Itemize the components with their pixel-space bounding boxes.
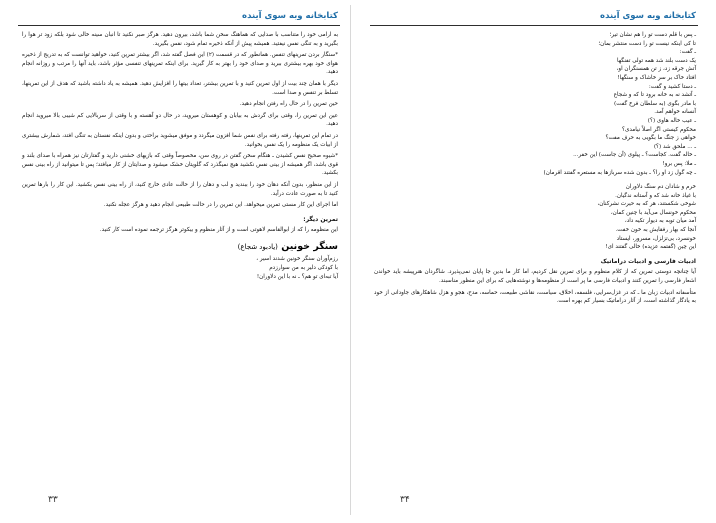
verse-line: محکوم خونسال می‌آید با چنین کمان،	[610, 209, 696, 216]
poem-title-text: سنگر خونین	[281, 240, 338, 252]
paragraph: آیا چنانچه دوستی تمرین که از کلام منظوم و برای تمرین نقل کردیم، اما کار ما بدین جا پایان نمی‌پذیرد. شاگردان هنرپیشه باید خواندن اشعار فارسی را تمرین کنند و ادبیات فارسی ما پر است از منظومه‌ها و نوشته‌هایی که برای این منظور مناسبند.	[374, 269, 696, 285]
paragraph: *سنگار بردن تمرینهای تنفس. همانطور که در قسمت (۲) این فصل گفته شد، اگر بیشتر تمرین کنید، خواهید توانست که به تدریج از ذخیره هوای خود بهره بیشتری ببرید و صدای خود را بهتر به کار گیرید. برای اینکه تمرینهای تنفسی مؤثر باشد، باید آنها را مرتب و روزانه انجام دهید.	[22, 52, 339, 76]
verse-line: ـ ملا: پس برو!	[662, 160, 696, 167]
verse-line: آتش جرقه زد، ز تن همسنگران او،	[616, 66, 696, 73]
right-page	[360, 5, 708, 515]
poem-line: با کودکی دلیر به من سوارزدم	[269, 265, 338, 272]
verse-line: محکوم کیستی اگر اصلاً نیامدی؟	[621, 126, 696, 133]
verse-line: با غیاذ خانه شد که و آستانه ندگیان.	[615, 192, 696, 199]
poem-title	[22, 240, 338, 252]
paragraph: در تمام این تمرینها، رفته رفته برای نفس شما افزون میگردد و موفق میشوید براحتی و بدون اینکه نفستان به تنگی افتد، شمارش بیشتری از ابیات یک منظومه را یک نفس بخوانید.	[22, 132, 338, 148]
running-header: کتابخانه وبه سوی آینده	[242, 11, 338, 21]
verse-line: یک دست بلند شد همه تولی تفنگها	[616, 57, 696, 64]
paragraph: دیگر با همان چند بیت از اول تمرین کنید و با تمرین بیشتر، تعداد بیتها را افزایش دهید. همیشه به یاد داشته باشید که هدف از این تمرینها، تسلط بر تنفس و صدا است.	[22, 80, 338, 96]
verse-line: خونسرد، بی‌تزلزل، مسرور، ایستاد	[616, 235, 696, 242]
verse-line: ـ ... ملحق شد (؟)	[653, 143, 696, 150]
verse-line: ـ چه گول زد او را؟ ـ بدون شده سربازها به مستعره گفتند اقرمان)	[543, 169, 696, 176]
verse-line: ـ پس با قلم دست تو را هم نشان تیر؛	[609, 32, 696, 38]
verse-line: این چین (گفتمه عزیده) خالی گفتند ای!	[605, 244, 696, 251]
verse-line: خواهی ز جنگ ما بگویی به حرف مفت؟	[605, 135, 696, 142]
paragraph: به ارامی خود را متناسب با صدایی که هماهنگ سخن شما باشد، بیرون دهید. هرگز صبر نکنید تا انبان سینه خالی شود بلکه زود تر هوا را بگیرید و به تنگی نفس نیفتید. همیشه پیش از آنکه ذخیره تمام شود، نفس بگیرید.	[22, 32, 338, 47]
verse-block	[374, 31, 696, 252]
paragraph: عین این تمرین را، وقتی برای گردش به بیابان و کوهستان میروید، در حال دو آهسته و با وقتی از سربالایی کم شیبی بالا میروید انجام دهید.	[22, 112, 338, 128]
verse-line: آنسانه خواهم آمد.	[654, 109, 696, 116]
verse-line: ـ آتشد نه به خانه برود تا که و شجاع	[613, 92, 696, 99]
section-heading: ادبیات فارسی و ادبیات دراماتیک	[600, 257, 696, 265]
verse-line: خرم و شادان دم سنگ دلاوران	[625, 184, 696, 191]
page-body	[22, 31, 338, 281]
section-heading: تمرین دیگر:	[303, 215, 338, 223]
verse-line: افتاد خاک بر سر خاشاک و سنگها!	[617, 74, 696, 81]
page-number: ۳۴	[400, 495, 410, 505]
header-rule	[18, 25, 340, 26]
verse-line: شوخی شکستند، هر که به حیرت نشرکنان،	[597, 201, 696, 208]
paragraph: حین تمرین را در حال راه رفتن انجام دهید.	[239, 101, 338, 108]
header-rule	[370, 25, 698, 26]
verse-line: ـ عیب خاله هاوی (؟)	[647, 117, 696, 124]
verse-line: تا کی اینکه نیست تو را دست منتشر بمان؛	[598, 40, 696, 47]
paragraph: از این منظور، بدون آنکه دهان خود را ببندید و لب و دهان را از حالت عادی خارج کنید، از راه بینی نفس بکشید. این کار را بارها تمرین کنید تا به صورت عادت درآید.	[22, 181, 338, 197]
verse-line: آمد میان توبه به دیوار تکیه داد،	[624, 218, 696, 225]
poem-subtitle: (یادبود شجاع)	[237, 242, 278, 251]
verse-line: ـ گفت:	[679, 49, 696, 56]
paragraph: متأسفانه ادبیات زبان ما ـ که در غزل‌سرایی، فلسفه، اخلاق، سیاست، نقاشی طبیعت، حماسه، مدح، هجو و هزل شاهکارهای جاودانی از خود به یادگار گذاشته است، از آثار دراماتیک بسیار کم بهره است.	[374, 289, 696, 305]
page-number: ۳۳	[48, 495, 58, 505]
poem-lines	[22, 255, 338, 281]
running-header: کتابخانه وبه سوی آینده	[600, 11, 696, 21]
poem-line: رزم‌آوران سنگر خونین شدند اسیر ،	[256, 256, 338, 263]
verse-line: آنجا که بهار رفقایش به خون خفت.	[615, 227, 696, 234]
verse-line: ـ خاله گفت. کجاست؟ ـ پیلوی (آن جاست) این خفر...	[573, 152, 696, 159]
left-page	[8, 5, 351, 515]
verse-line: با مادر بگوی (به سلطان فرخ گفت)	[614, 100, 696, 107]
verse-line: ـ دستا کشید و گفت:	[648, 83, 696, 90]
poem-line: آیا تبه‌ای تو هم؟ ـ نه با این دلاوران!	[256, 273, 338, 280]
paragraph: اما اجرای این کار مستی تمرین میخواهد. این تمرین را در حالت طبیعی انجام دهید و هرگز عجله نکنید.	[103, 202, 338, 209]
section-text: این منظومه را که از ابوالقاسم لاهوتی است و از آثار منظوم و بیکوتر هرگز ترجمه نموده است کار کنید.	[99, 227, 338, 234]
page-body	[374, 31, 696, 309]
paragraph: *شیوه صحیح نفس کشیدن ـ هنگام سخن گفتن در روی سن، مخصوصاً وقتی که بازیهای خشنی دارید و گفتارتان نیز همراه با صدای بلند و قوی باشد، اگر همیشه از بینی نفس نکشید هیچ نمیگذرد که گلویتان خشک میشود و صدایتان از کار میافتد؛ پس تا میتوانید از راه بینی نفس بکشید.	[22, 153, 338, 177]
